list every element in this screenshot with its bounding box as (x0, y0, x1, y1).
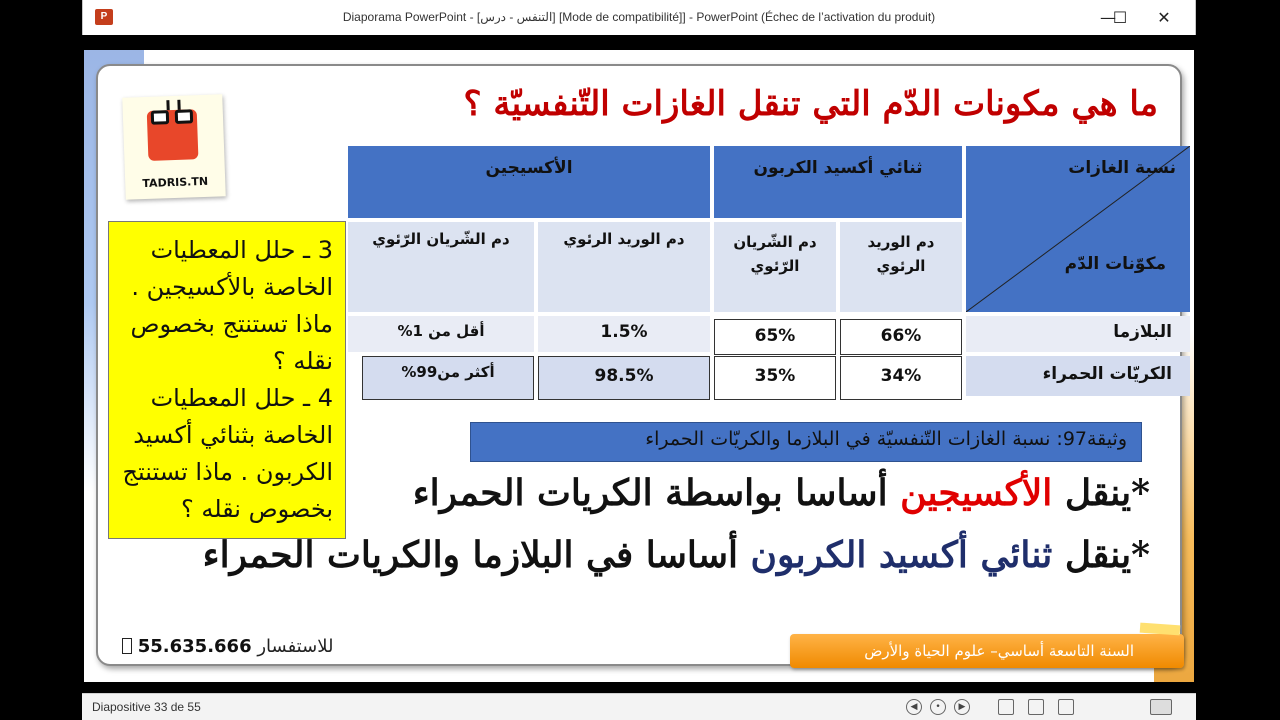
document-caption: وثيقة97: نسبة الغازات التّنفسيّة في البلازما والكريّات الحمراء (470, 422, 1142, 462)
footer-level-tag (790, 634, 1184, 668)
row-label-red-cells: الكريّات الحمراء (966, 356, 1190, 396)
question-3: 3 ـ حلل المعطيات الخاصة بالأكسيجين . ماذا تستنتج بخصوص نقله ؟ (130, 236, 333, 375)
cell-plasma-co2-vein: 66% (840, 319, 962, 355)
conclusion-oxygen-end: أساسا بواسطة الكريات الحمراء (412, 472, 901, 514)
slide-heading: ما هي مكونات الدّم التي تنقل الغازات التّنفسيّة ؟ (463, 84, 1158, 124)
logo-brand-text: TADRIS.TN (142, 174, 209, 191)
window-title-bar (82, 0, 1196, 35)
subheader-o2-artery: دم الشّريان الرّئوي (348, 222, 534, 312)
tadris-logo (122, 94, 225, 199)
cell-redcells-co2-artery: 35% (714, 356, 836, 400)
close-icon[interactable]: ✕ (1157, 8, 1171, 27)
header-co2: ثنائي أكسيد الكربون (714, 146, 962, 218)
subheader-co2-vein: دم الوريد الرئوي (840, 222, 962, 312)
conclusion-co2-end: أساسا في البلازما والكريات الحمراء (202, 534, 751, 576)
corner-bottom-label: مكوّنات الدّم (1064, 254, 1166, 274)
questions-box (108, 221, 346, 539)
phone-icon (122, 638, 132, 654)
cell-plasma-co2-artery: 65% (714, 319, 836, 355)
menu-icon[interactable]: • (930, 699, 946, 715)
normal-view-icon[interactable] (998, 699, 1014, 715)
reading-view-icon[interactable] (1028, 699, 1044, 715)
question-4: 4 ـ حلل المعطيات الخاصة بثنائي أكسيد الكربون . ماذا تستنتج بخصوص نقله ؟ (122, 384, 333, 523)
slideshow-icon[interactable] (1150, 699, 1172, 715)
contact-number: 55.635.666 (137, 636, 252, 657)
powerpoint-app-icon[interactable]: P (95, 9, 113, 25)
logo-glasses-icon (175, 109, 193, 124)
minimize-icon[interactable]: — (1100, 8, 1116, 27)
cell-redcells-o2-artery: أكثر من99% (362, 356, 534, 400)
conclusion-oxygen-highlight: الأكسيجين (900, 472, 1053, 514)
table-corner-cell (966, 146, 1190, 312)
tag-stripe (1140, 623, 1181, 636)
footer-tag-text: السنة التاسعة أساسي– علوم الحياة والأرض (864, 642, 1134, 660)
content-card (96, 64, 1182, 666)
header-o2: الأكسيجين (348, 146, 710, 218)
slide-sorter-icon[interactable] (1058, 699, 1074, 715)
conclusion-co2-highlight: ثنائي أكسيد الكربون (750, 534, 1053, 576)
slide-indicator: Diapositive 33 de 55 (92, 700, 201, 714)
slide-canvas[interactable] (84, 50, 1194, 682)
contact-label: للاستفسار (257, 636, 334, 657)
cell-plasma-o2-vein: 1.5% (538, 316, 710, 352)
cell-plasma-o2-artery: أقل من 1% (348, 316, 534, 352)
conclusion-co2-start: *ينقل (1052, 534, 1150, 576)
conclusion-oxygen (413, 472, 1150, 514)
conclusion-oxygen-start: *ينقل (1052, 472, 1150, 514)
conclusion-co2 (203, 534, 1150, 576)
status-bar (82, 693, 1196, 720)
corner-top-label: نسبة الغازات (1068, 158, 1176, 178)
subheader-o2-vein: دم الوريد الرئوي (538, 222, 710, 312)
contact-info (122, 636, 333, 657)
logo-glasses-icon (151, 110, 169, 125)
next-slide-icon[interactable]: ▶ (954, 699, 970, 715)
row-label-plasma: البلازما (966, 316, 1190, 352)
cell-redcells-co2-vein: 34% (840, 356, 962, 400)
prev-slide-icon[interactable]: ◀ (906, 699, 922, 715)
maximize-icon[interactable]: ☐ (1112, 8, 1128, 27)
window-title: Diaporama PowerPoint - [التنفس - درس] [Mode de compatibilité]] - PowerPoint (Échec de l’activation du produit) (342, 10, 936, 24)
subheader-co2-artery: دم الشّريان الرّئوي (714, 222, 836, 312)
cell-redcells-o2-vein: 98.5% (538, 356, 710, 400)
